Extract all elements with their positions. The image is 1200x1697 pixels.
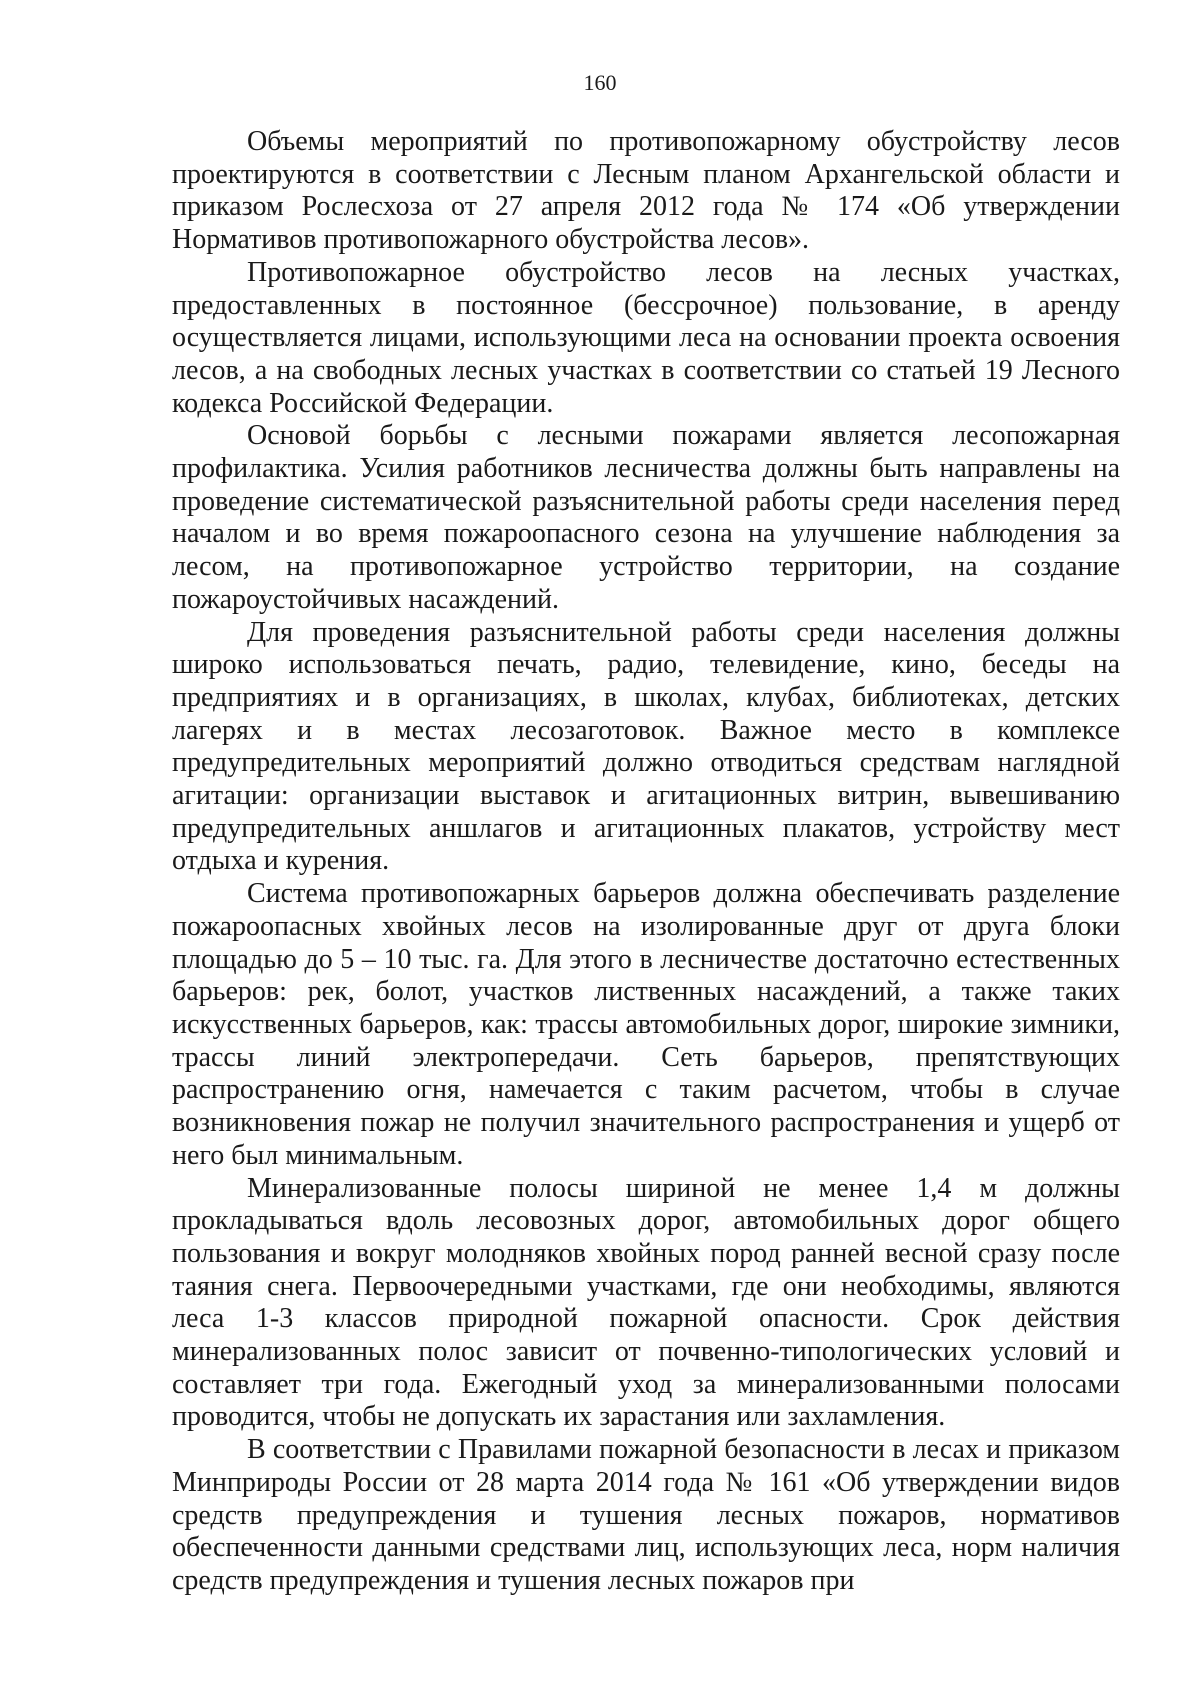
paragraph: Минерализованные полосы шириной не менее 1,4 м должны прокладываться вдоль лесовозных дорог, автомобильных дорог общего пользования и вокруг молодняков хвойных пород ранней весной сразу после таяния снега. Первоочередными участками, где они необходимы, являются леса 1-3 классов природной пожарной опасности. Срок действия минерализованных полос зависит от почвенно-типологических условий и составляет три года. Ежегодный уход за минерализованными полосами проводится, чтобы не допускать их зарастания или захламления. bbox=[172, 1172, 1120, 1433]
paragraph: В соответствии с Правилами пожарной безопасности в лесах и приказом Минприроды России от 28 марта 2014 года № 161 «Об утверждении видов средств предупреждения и тушения лесных пожаров, нормативов обеспеченности данными средствами лиц, использующих леса, норм наличия средств предупреждения и тушения лесных пожаров при bbox=[172, 1434, 1120, 1596]
paragraph: Объемы мероприятий по противопожарному обустройству лесов проектируются в соответствии с Лесным планом Архангельской области и приказом Рослесхоза от 27 апреля 2012 года № 174 «Об утверждении Нормативов противопожарного обустройства лесов». bbox=[172, 126, 1120, 256]
paragraph: Для проведения разъяснительной работы среди населения должны широко использоваться печать, радио, телевидение, кино, беседы на предприятиях и в организациях, в школах, клубах, библиотеках, детских лагерях и в местах лесозаготовок. Важное место в комплексе предупредительных мероприятий должно отводиться средствам наглядной агитации: организации выставок и агитационных витрин, вывешиванию предупредительных аншлагов и агитационных плакатов, устройству мест отдыха и курения. bbox=[172, 616, 1120, 877]
document-body bbox=[172, 126, 1120, 1598]
paragraph: Основой борьбы с лесными пожарами является лесопожарная профилактика. Усилия работников лесничества должны быть направлены на проведение систематической разъяснительной работы среди населения перед началом и во время пожароопасного сезона на улучшение наблюдения за лесом, на противопожарное устройство территории, на создание пожароустойчивых насаждений. bbox=[172, 420, 1120, 615]
paragraph: Система противопожарных барьеров должна обеспечивать разделение пожароопасных хвойных лесов на изолированные друг от друга блоки площадью до 5 – 10 тыс. га. Для этого в лесничестве достаточно естественных барьеров: рек, болот, участков лиственных насаждений, а также таких искусственных барьеров, как: трассы автомобильных дорог, широкие зимники, трассы линий электропередачи. Сеть барьеров, препятствующих распространению огня, намечается с таким расчетом, чтобы в случае возникновения пожар не получил значительного распространения и ущерб от него был минимальным. bbox=[172, 878, 1120, 1171]
page-number: 160 bbox=[583, 70, 617, 95]
paragraph: Противопожарное обустройство лесов на лесных участках, предоставленных в постоянное (бессрочное) пользование, в аренду осуществляется лицами, использующими леса на основании проекта освоения лесов, а на свободных лесных участках в соответствии со статьей 19 Лесного кодекса Российской Федерации. bbox=[172, 256, 1120, 419]
